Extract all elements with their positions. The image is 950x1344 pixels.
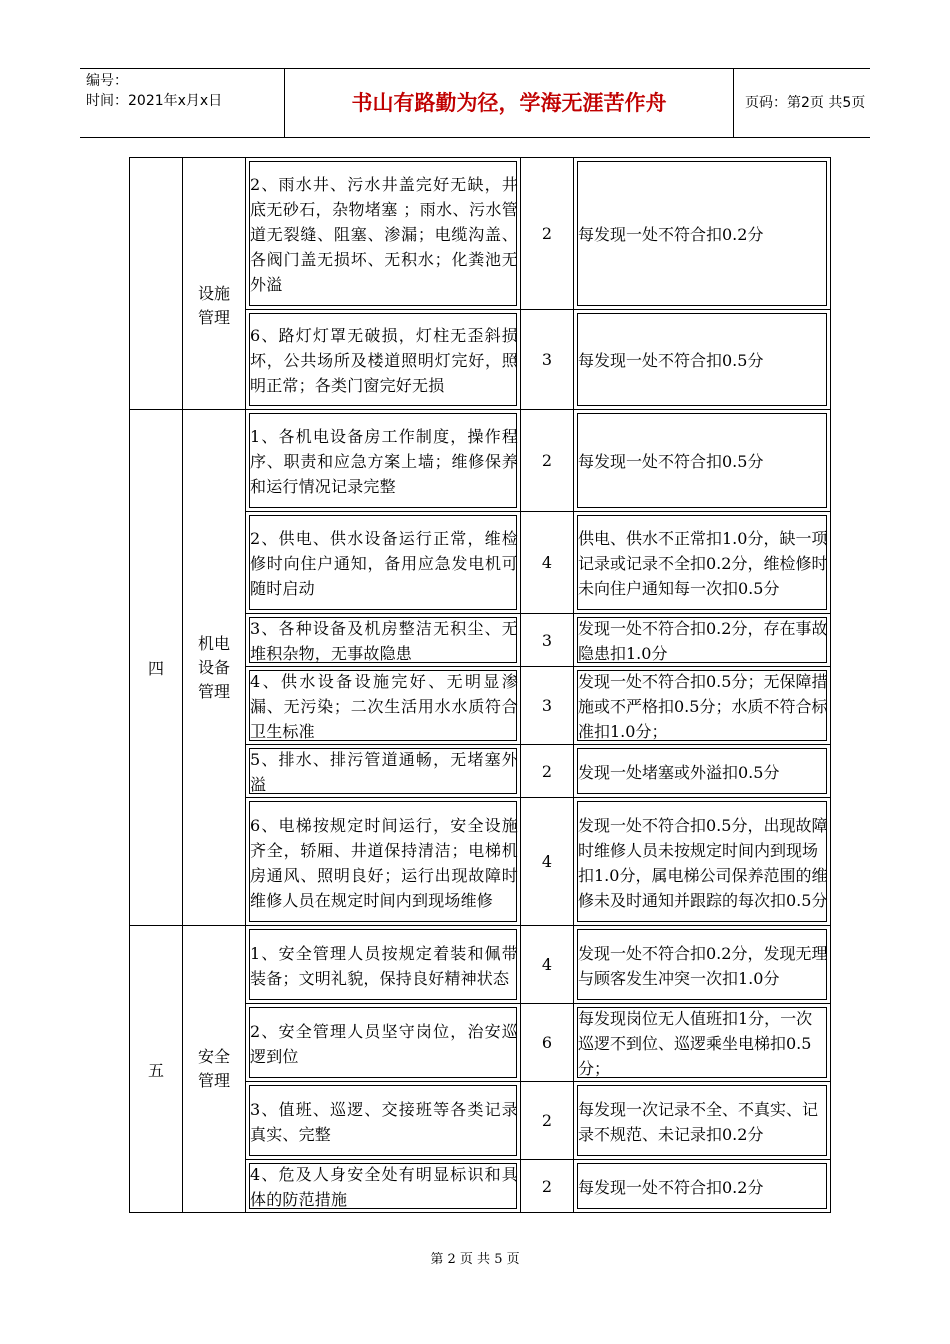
category-label: 设施管理 (197, 283, 230, 327)
item-description: 4、供水设备设施完好、无明显渗漏、无污染；二次生活用水水质符合卫生标准 (246, 667, 521, 745)
item-description: 4、危及人身安全处有明显标识和具体的防范措施 (246, 1160, 521, 1213)
item-score: 2 (521, 745, 574, 798)
item-description: 1、安全管理人员按规定着装和佩带装备；文明礼貌，保持良好精神状态 (246, 926, 521, 1004)
item-deduction-rule: 每发现一处不符合扣0.2分 (574, 158, 831, 310)
item-deduction-rule: 每发现一次记录不全、不真实、记录不规范、未记录扣0.2分 (574, 1082, 831, 1160)
item-deduction-rule: 每发现岗位无人值班扣1分，一次巡逻不到位、巡逻乘坐电梯扣0.5分； (574, 1004, 831, 1082)
item-score: 3 (521, 614, 574, 667)
item-score: 4 (521, 926, 574, 1004)
item-score: 2 (521, 1160, 574, 1213)
item-description: 2、供电、供水设备运行正常，维检修时向住户通知，备用应急发电机可随时启动 (246, 512, 521, 614)
item-deduction-rule: 每发现一处不符合扣0.5分 (574, 410, 831, 512)
item-description: 3、各种设备及机房整洁无积尘、无堆积杂物，无事故隐患 (246, 614, 521, 667)
item-score: 3 (521, 667, 574, 745)
item-score: 4 (521, 798, 574, 926)
date-label: 时间：2021年x月x日 (86, 93, 223, 109)
item-description: 2、雨水井、污水井盖完好无缺，井底无砂石，杂物堵塞 ；雨水、污水管道无裂缝、阻塞、渗漏；电缆沟盖、各阀门盖无损坏、无积水；化粪池无外溢 (246, 158, 521, 310)
code-label: 编号： (86, 73, 128, 89)
item-deduction-rule: 发现一处不符合扣0.5分；无保障措施或不严格扣0.5分；水质不符合标准扣1.0分； (574, 667, 831, 745)
page-footer: 第 2 页 共 5 页 (430, 1252, 520, 1267)
item-description: 2、安全管理人员坚守岗位，治安巡逻到位 (246, 1004, 521, 1082)
header-meta (80, 69, 285, 137)
item-score: 2 (521, 158, 574, 310)
section-number-cell (130, 158, 183, 410)
item-deduction-rule: 每发现一处不符合扣0.5分 (574, 310, 831, 410)
item-deduction-rule: 每发现一处不符合扣0.2分 (574, 1160, 831, 1213)
item-deduction-rule: 发现一处堵塞或外溢扣0.5分 (574, 745, 831, 798)
section-number: 四 (130, 410, 183, 926)
item-deduction-rule: 发现一处不符合扣0.2分，发现无理与顾客发生冲突一次扣1.0分 (574, 926, 831, 1004)
item-deduction-rule: 发现一处不符合扣0.2分，存在事故隐患扣1.0分 (574, 614, 831, 667)
page-header (80, 68, 870, 138)
item-score: 6 (521, 1004, 574, 1082)
category-label: 机电设备管理 (197, 633, 230, 701)
category-label: 安全管理 (197, 1047, 230, 1090)
page-info: 页码：第2页 共5页 (745, 95, 866, 111)
table-row (130, 410, 831, 512)
table-row (130, 158, 831, 310)
item-deduction-rule: 发现一处不符合扣0.5分，出现故障时维修人员未按规定时间内到现场扣1.0分，属电梯公司保养范围的维修未及时通知并跟踪的每次扣0.5分 (574, 798, 831, 926)
item-deduction-rule: 供电、供水不正常扣1.0分，缺一项记录或记录不全扣0.2分，维检修时未向住户通知每一次扣0.5分 (574, 512, 831, 614)
table-row (130, 926, 831, 1004)
item-description: 5、排水、排污管道通畅，无堵塞外溢 (246, 745, 521, 798)
scoring-table (129, 157, 831, 1213)
item-score: 3 (521, 310, 574, 410)
category-cell (183, 926, 246, 1213)
category-cell (183, 158, 246, 410)
section-number: 五 (130, 926, 183, 1213)
item-score: 2 (521, 410, 574, 512)
item-description: 1、各机电设备房工作制度，操作程序、职责和应急方案上墙；维修保养和运行情况记录完整 (246, 410, 521, 512)
item-score: 4 (521, 512, 574, 614)
item-score: 2 (521, 1082, 574, 1160)
item-description: 3、值班、巡逻、交接班等各类记录真实、完整 (246, 1082, 521, 1160)
item-description: 6、电梯按规定时间运行，安全设施齐全，轿厢、井道保持清洁；电梯机房通风、照明良好；运行出现故障时维修人员在规定时间内到现场维修 (246, 798, 521, 926)
item-description: 6、路灯灯罩无破损，灯柱无歪斜损坏，公共场所及楼道照明灯完好，照明正常；各类门窗完好无损 (246, 310, 521, 410)
motto: 书山有路勤为径，学海无涯苦作舟 (285, 69, 734, 137)
category-cell (183, 410, 246, 926)
